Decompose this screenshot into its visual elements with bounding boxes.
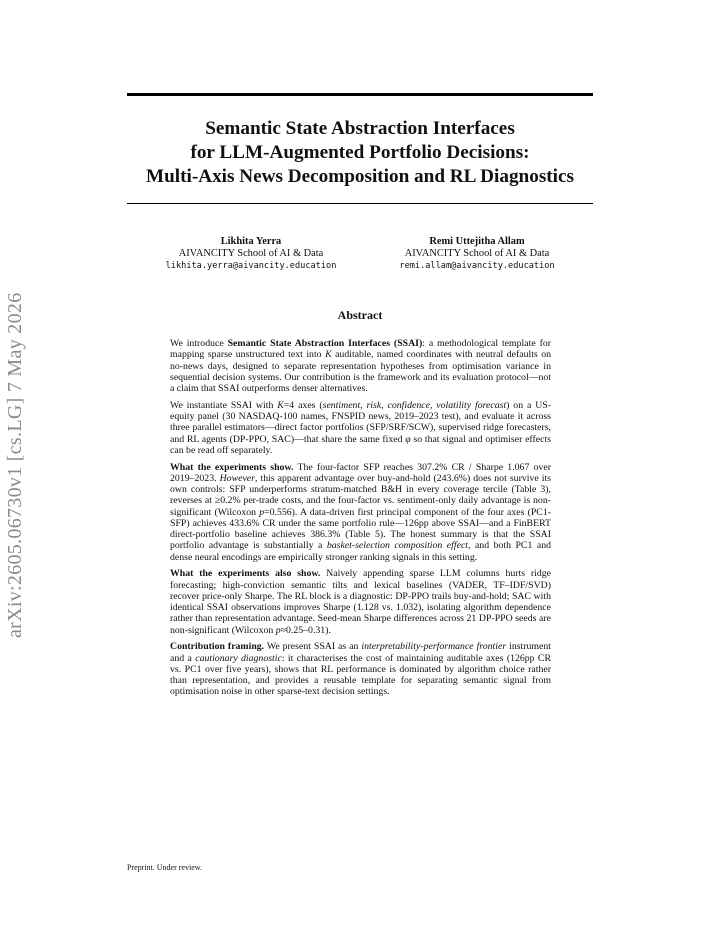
title-line-1: Semantic State Abstraction Interfaces <box>205 118 515 139</box>
math-symbol: K <box>277 399 284 411</box>
title-line-3: Multi-Axis News Decomposition and RL Diagnostics <box>145 166 574 187</box>
title-bottom-rule <box>127 203 593 204</box>
math-symbol: p <box>259 506 265 518</box>
paragraph-lead: What the experiments also show. <box>170 568 321 580</box>
math-symbol: K <box>325 349 332 361</box>
author-email[interactable]: remi.allam@aivancity.education <box>399 261 555 271</box>
text-run: The four-factor SFP reaches 307.2% CR / Sharpe 1.067 over 2019–2023. <box>170 461 551 484</box>
text-run: We instantiate SSAI with <box>170 399 278 411</box>
title-top-rule <box>127 93 593 96</box>
text-run: , this apparent advantage over buy-and-hold (243.6%) does not survive its own controls: SFP underperforms stratum-matched B&H in every coverage tercile (Table 3), reverses at ≥0.2% per-trade costs, and the four-factor vs. sentiment-only daily advantage is non-significant (Wilcoxon <box>170 472 551 518</box>
author-block-1 <box>131 235 371 272</box>
title-line-2: for LLM-Augmented Portfolio Decisions: <box>190 142 530 163</box>
author-affiliation: AIVANCITY School of AI & Data <box>178 248 324 259</box>
text-run: Naively appending sparse LLM columns hurts ridge forecasting; high-conviction semantic tilts and lexical baselines (VADER, TF–IDF/SVD) recover price-only Sharpe. The RL block is a diagnostic: DP-PPO trails buy-and-hold; SAC with identical SSAI observations improves Sharpe (1.128 vs. 1.032), isolating algorithm dependence rather than representation advantage. Seed-mean Sharpe differences across 21 DP-PPO seeds are non-significant (Wilcoxon <box>170 568 551 636</box>
text-run: , and both PC1 and dense neural encodings are empirically stronger ranking signals in this setting. <box>170 540 551 563</box>
abstract-paragraph-1 <box>170 338 551 394</box>
paragraph-lead: What the experiments show. <box>170 461 294 473</box>
math-symbol: φ <box>405 433 411 445</box>
abstract-paragraph-5 <box>170 641 551 697</box>
footer-note: Preprint. Under review. <box>127 863 203 872</box>
abstract-body <box>170 338 551 703</box>
author-block-2 <box>357 235 597 272</box>
abstract-heading: Abstract <box>337 308 383 322</box>
text-run: auditable, named coordinates with neutral defaults on no-news days, designed to separate representation hypotheses from optimisation variance in sequential decision systems. Our contribution is the framework and its evaluation protocol—not a claim that SSAI outperforms denser alternatives. <box>170 349 551 394</box>
emphasis-italic: basket-selection composition effect <box>326 540 469 552</box>
emphasis-italic: interpretability-performance frontier <box>361 641 507 653</box>
text-run: ≈0.25–0.31). <box>280 624 331 636</box>
emphasis-bold: Semantic State Abstraction Interfaces (SSAI) <box>227 338 423 349</box>
abstract-paragraph-3 <box>170 462 551 563</box>
text-run: We present SSAI as an <box>264 641 362 653</box>
text-run: instrument and a <box>170 641 552 664</box>
author-affiliation: AIVANCITY School of AI & Data <box>404 248 550 259</box>
text-run: : a methodological template for mapping sparse unstructured text into <box>170 338 552 361</box>
abstract-paragraph-2 <box>170 400 551 456</box>
author-name: Likhita Yerra <box>220 236 282 247</box>
text-run: =4 axes ( <box>283 399 323 411</box>
abstract-paragraph-4 <box>170 568 551 636</box>
emphasis-italic: sentiment, risk, confidence, volatility forecast <box>322 399 507 411</box>
author-email[interactable]: likhita.yerra@aivancity.education <box>165 261 337 271</box>
paper-title <box>100 117 620 189</box>
text-run: =0.556). A data-driven first principal component of the four axes (PC1-SFP) achieves 433.6% CR under the same portfolio rule—126pp above SSAI—and a FinBERT direct-portfolio baseline achieves 386.3% (Table 5). The honest summary is that the SSAI portfolio advantage is substantially a <box>170 506 551 552</box>
text-run: ) on a US-equity panel (30 NASDAQ-100 names, FNSPID news, 2019–2023 test), and evaluate it across three parallel estimators—direct factor portfolios (SFP/SRF/SCW), supervised ridge forecasters, and RL agents (DP-PPO, SAC)—that share the same fixed <box>170 399 551 445</box>
text-run: : it characterises the cost of maintaining auditable axes (126pp CR vs. PC1 over five years), shows that RL performance is dominated by algorithm choice rather than representation, and provides a reusable template for separating semantic signal from optimisation noise in other sparse-text decision settings. <box>170 652 551 698</box>
text-run: We introduce <box>170 338 228 349</box>
emphasis-italic: cautionary diagnostic <box>195 652 282 664</box>
math-symbol: p <box>275 624 281 636</box>
text-run: so that signal and optimiser effects can be read off separately. <box>170 433 551 456</box>
author-name: Remi Uttejitha Allam <box>429 236 525 247</box>
emphasis-italic: However <box>219 472 255 484</box>
arxiv-identifier[interactable]: arXiv:2605.06730v1 [cs.LG] 7 May 2026 <box>4 292 26 638</box>
paragraph-lead: Contribution framing. <box>170 641 265 653</box>
